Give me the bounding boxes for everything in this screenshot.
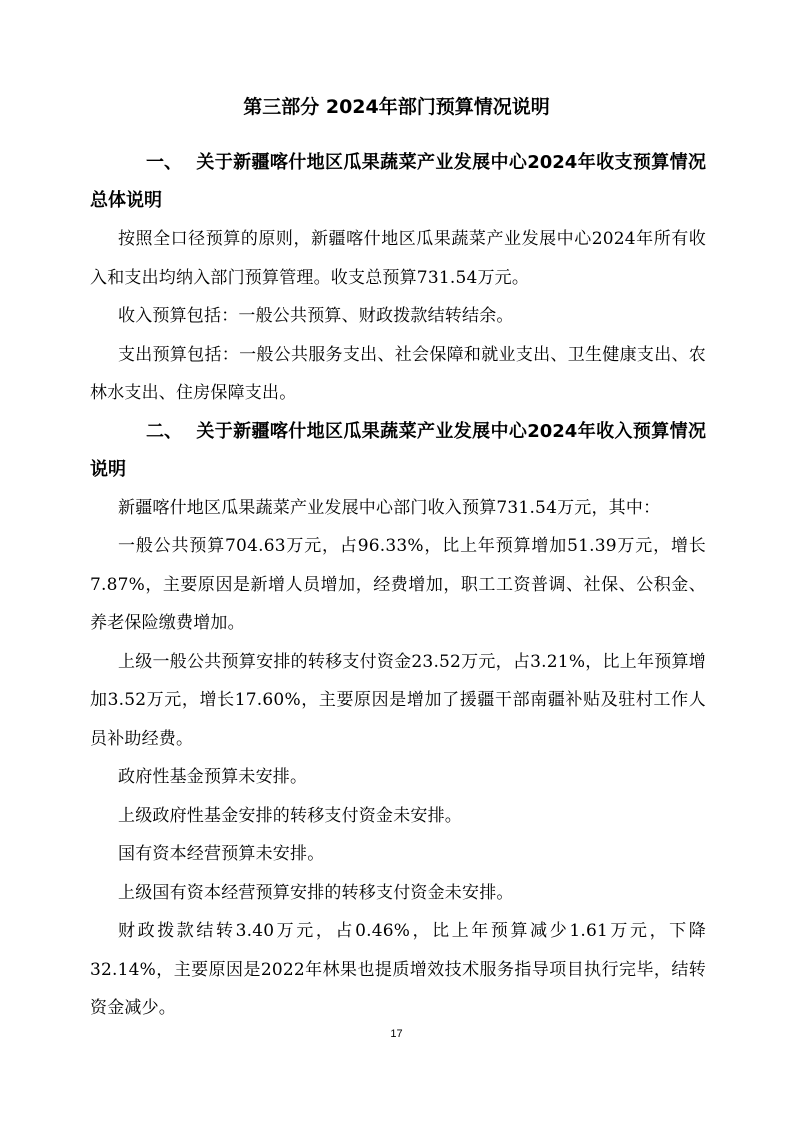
section-overview xyxy=(90,144,706,413)
paragraph: 一般公共预算704.63万元，占96.33%，比上年预算增加51.39万元，增长7.87%，主要原因是新增人员增加，经费增加，职工工资普调、社保、公积金、养老保险缴费增加。 xyxy=(90,536,706,633)
paragraph: 政府性基金预算未安排。 xyxy=(118,767,308,787)
section-number: 二、 xyxy=(146,420,182,442)
section-heading-text: 关于新疆喀什地区瓜果蔬菜产业发展中心2024年收支预算情况总体说明 xyxy=(90,152,706,211)
section-heading xyxy=(90,144,706,220)
section-income xyxy=(90,413,706,1028)
paragraph: 新疆喀什地区瓜果蔬菜产业发展中心部门收入预算731.54万元，其中： xyxy=(118,497,661,518)
paragraph: 上级一般公共预算安排的转移支付资金23.52万元，占3.21%，比上年预算增加3.52万元，增长17.60%，主要原因是增加了援疆干部南疆补贴及驻村工作人员补助经费。 xyxy=(90,651,706,749)
paragraph: 按照全口径预算的原则，新疆喀什地区瓜果蔬菜产业发展中心2024年所有收入和支出均纳入部门预算管理。收支总预算731.54万元。 xyxy=(90,229,706,288)
page-title: 第三部分 2024年部门预算情况说明 xyxy=(243,96,550,118)
section-heading xyxy=(90,413,706,489)
paragraph: 上级国有资本经营预算安排的转移支付资金未安排。 xyxy=(118,882,514,903)
paragraph: 收入预算包括：一般公共预算、财政拨款结转结余。 xyxy=(118,306,514,326)
paragraph: 国有资本经营预算未安排。 xyxy=(118,844,325,864)
section-number: 一、 xyxy=(146,152,182,173)
paragraph: 支出预算包括：一般公共服务支出、社会保障和就业支出、卫生健康支出、农林水支出、住房保障支出。 xyxy=(90,344,706,403)
page-number: 17 xyxy=(390,1028,403,1040)
paragraph: 上级政府性基金安排的转移支付资金未安排。 xyxy=(118,805,462,826)
document-body xyxy=(90,144,706,1028)
paragraph: 财政拨款结转3.40万元，占0.46%，比上年预算减少1.61万元，下降32.14%，主要原因是2022年林果也提质增效技术服务指导项目执行完毕，结转资金减少。 xyxy=(90,921,706,1018)
section-heading-text: 关于新疆喀什地区瓜果蔬菜产业发展中心2024年收入预算情况说明 xyxy=(90,420,706,480)
